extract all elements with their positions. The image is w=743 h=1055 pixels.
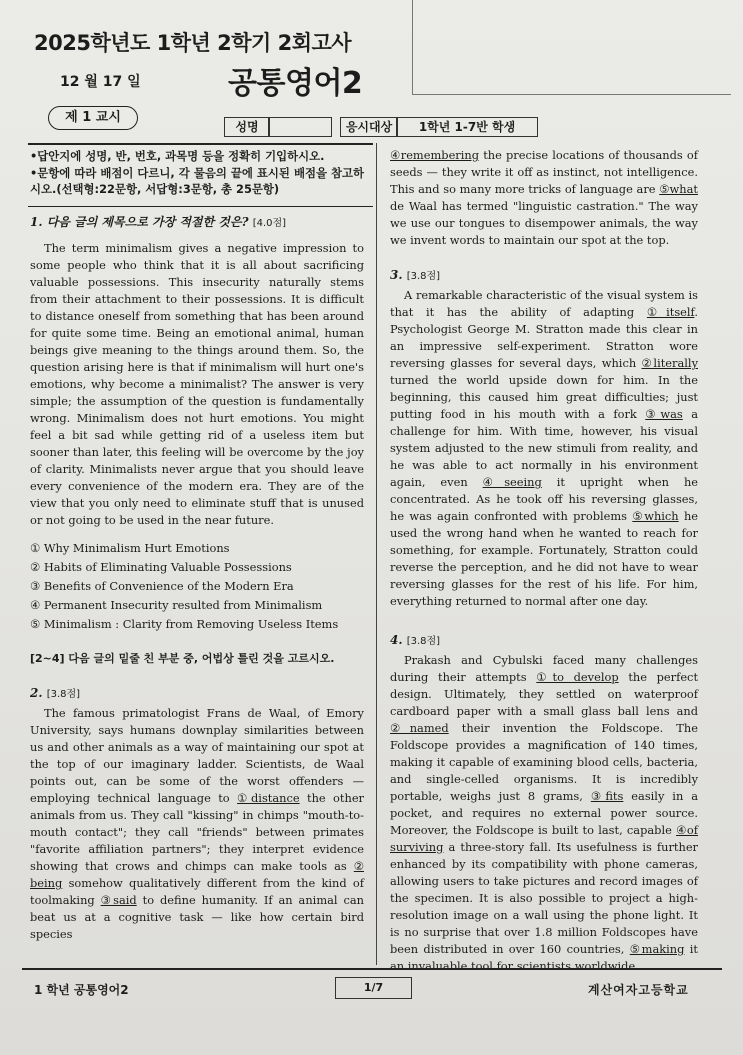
q2-underline-3[interactable]: ③said: [100, 893, 137, 907]
q3-underline-2[interactable]: ②literally: [641, 356, 698, 370]
q1-option-2[interactable]: ② Habits of Eliminating Valuable Possessions: [30, 560, 292, 574]
q4-text-2: the perfect design. Ultimately, they settled on waterproof cardboard paper with a small glass ball lens and: [390, 670, 699, 718]
q3-heading: [390, 267, 698, 285]
q1-question: 1. 다음 글의 제목으로 가장 적절한 것은?: [30, 215, 249, 229]
q4-heading: [390, 632, 698, 650]
q2-underline-5[interactable]: ⑤what: [659, 182, 698, 196]
q2-text-4: to define humanity. If an animal can beat us at a cognitive task — like how certain bird species: [30, 893, 364, 941]
school-name: 계산여자고등학교: [588, 983, 689, 997]
q3-text-2: . Psychologist George M. Stratton made this clear in an impressive self-experiment. Stratton wore reversing glasses for several days, which: [390, 305, 698, 370]
q3-points: [3.8점]: [406, 271, 441, 282]
q3-underline-3[interactable]: ③was: [645, 407, 683, 421]
q2-number: 2.: [30, 686, 43, 700]
q2-points: [3.8점]: [46, 689, 81, 700]
q3-text-1: A remarkable characteristic of the visual system is that it has the ability of adapting: [390, 288, 698, 319]
q2-text-5: the precise locations of thousands of seeds — they write it off as instinct, not intelligence. This and so many more tricks of language are: [390, 148, 698, 196]
q1-option-5[interactable]: ⑤ Minimalism : Clarity from Removing Useless Items: [30, 617, 339, 631]
target-value: 1학년 1-7반 학생: [396, 117, 538, 137]
q2-text-1: The famous primatologist Frans de Waal, of Emory University, says humans downplay similarities between us and other animals as a way of maintaining our spot at the top of our imaginary ladder. Scientists, de Waal points out, can be some of the worst offenders — employing technical language to: [30, 706, 364, 805]
subject-title: 공통영어2: [228, 66, 363, 101]
exam-title: 2025학년도 1학년 2학기 2회고사: [34, 31, 352, 55]
header-divider: [28, 143, 373, 145]
instruction-2-4: [2~4] 다음 글의 밑줄 친 부분 중, 어법상 틀린 것을 고르시오.: [30, 652, 335, 665]
q4-text-3: their invention the Foldscope. The Foldscope provides a magnification of 140 times, making it capable of examining blood cells, bacteria, and single-celled organisms. It is incredibly portable, weighs just 8 grams,: [390, 721, 698, 803]
q2-underline-1[interactable]: ①distance: [237, 791, 300, 805]
target-label: 응시대상: [340, 117, 398, 137]
q1-points: [4.0점]: [252, 218, 287, 229]
q4-underline-1[interactable]: ①to develop: [536, 670, 619, 684]
column-divider: [376, 143, 377, 965]
q3-underline-4[interactable]: ④seeing: [482, 475, 542, 489]
q4-text-6: it an invaluable tool for scientists worldwide.: [390, 942, 698, 973]
q2-passage-b: [390, 147, 698, 249]
q1-option-4[interactable]: ④ Permanent Insecurity resulted from Minimalism: [30, 598, 323, 612]
q3-underline-5[interactable]: ⑤which: [632, 509, 679, 523]
q1-options: [30, 539, 364, 634]
notice-line-2: •문항에 따라 배점이 다르니, 각 물음의 끝에 표시된 배점을 참고하시오.(선택형:22문항, 서답형:3문항, 총 25문항): [30, 165, 364, 196]
q4-underline-3[interactable]: ③fits: [590, 789, 624, 803]
q3-number: 3.: [390, 268, 403, 282]
q4-number: 4.: [390, 633, 403, 647]
q3-text-3: turned the world upside down for him. In the beginning, this caused him great difficulties; just putting food in his mouth with a fork: [390, 373, 698, 421]
q3-underline-1[interactable]: ①itself: [646, 305, 695, 319]
notice-divider: [28, 206, 373, 207]
q1-passage: The term minimalism gives a negative impression to some people who think that it is all about sacrificing valuable possessions. This insecurity naturally stems from their attachment to their possessions. It is difficult to distance oneself from something that has been around for quite some time. Being an emotional animal, human beings give meaning to the things around them. So, the question arising here is that if minimalism will hurt one's emotions, why become a minimalist? The answer is very simple; the assumption of the question is fundamentally wrong. Minimalism does not hurt emotions. You might feel a bit sad while getting rid of a useless item but sooner than later, this feeling will be overcome by the joy of clarity. Minimalists never argue that you should leave every convenience of the modern era. They are of the view that you only need to eliminate stuff that is unused or not going to be used in the near future.: [30, 241, 364, 527]
left-column: [30, 148, 364, 198]
footer-grade-subject: 1 학년 공통영어2: [34, 983, 129, 997]
q3-text-5: it upright when he concentrated. As he took off his reversing glasses, he was again confronted with problems: [390, 475, 699, 523]
q3-text-4: a challenge for him. With time, however, his visual system adjusted to the new stimuli from reality, and he was able to act normally in his environment again, even: [390, 407, 699, 489]
q2-heading: [30, 685, 364, 703]
q2-passage-a: [30, 705, 364, 943]
q2-text-6: de Waal has termed "linguistic castration." The way we use our tongues to disempower animals, the way we invent words to maintain our spot at the top.: [390, 199, 698, 247]
q1-heading: [30, 214, 364, 232]
q2-text-3: somehow qualitatively different from the kind of toolmaking: [30, 876, 364, 907]
score-box: [412, 0, 731, 95]
q2-underline-4[interactable]: ④remembering: [390, 148, 480, 162]
q4-underline-2[interactable]: ②named: [390, 721, 449, 735]
period-badge: 제 1 교시: [48, 106, 138, 130]
q4-text-4: easily in a pocket, and requires no external power source. Moreover, the Foldscope is built to last, capable: [390, 789, 698, 837]
question-1: [30, 214, 364, 943]
q4-points: [3.8점]: [406, 636, 441, 647]
q1-option-1[interactable]: ① Why Minimalism Hurt Emotions: [30, 541, 230, 555]
page-number: 1/7: [335, 977, 412, 999]
footer-divider: [22, 968, 722, 970]
q3-text-6: he used the wrong hand when he wanted to reach for something, for example. Fortunately, Stratton could reverse the perception, and he did not have to wear reversing glasses for the rest of his life. For him, everything returned to normal after one day.: [390, 509, 699, 608]
right-column: [390, 147, 698, 975]
notice-line-1: •답안지에 성명, 반, 번호, 과목명 등을 정확히 기입하시오.: [30, 149, 325, 163]
q4-underline-5[interactable]: ⑤making: [629, 942, 685, 956]
name-label: 성명: [224, 117, 270, 137]
q2-text-2: the other animals from us. They call "kissing" in chimps "mouth-to-mouth contact"; they call "friends" between primates "favorite affiliation partners"; they interpret evidence showing that crows and chimps can make tools as: [30, 791, 365, 873]
q4-text-5: a three-story fall. Its usefulness is further enhanced by its compatibility with phone cameras, allowing users to take pictures and record images of the specimen. It is also possible to project a high-resolution image on a wall using the phone light. It is no surprise that over 1.8 million Foldscopes have been distributed in over 160 countries,: [390, 840, 698, 956]
q4-underline-4[interactable]: ④of surviving: [390, 823, 698, 854]
q3-passage: [390, 287, 698, 610]
name-field[interactable]: [268, 117, 332, 137]
q4-text-1: Prakash and Cybulski faced many challenges during their attempts: [390, 653, 698, 684]
q1-option-3[interactable]: ③ Benefits of Convenience of the Modern Era: [30, 579, 294, 593]
q4-passage: [390, 652, 698, 975]
q2-underline-2[interactable]: ② being: [30, 859, 364, 890]
exam-date: 12 월 17 일: [60, 74, 141, 90]
